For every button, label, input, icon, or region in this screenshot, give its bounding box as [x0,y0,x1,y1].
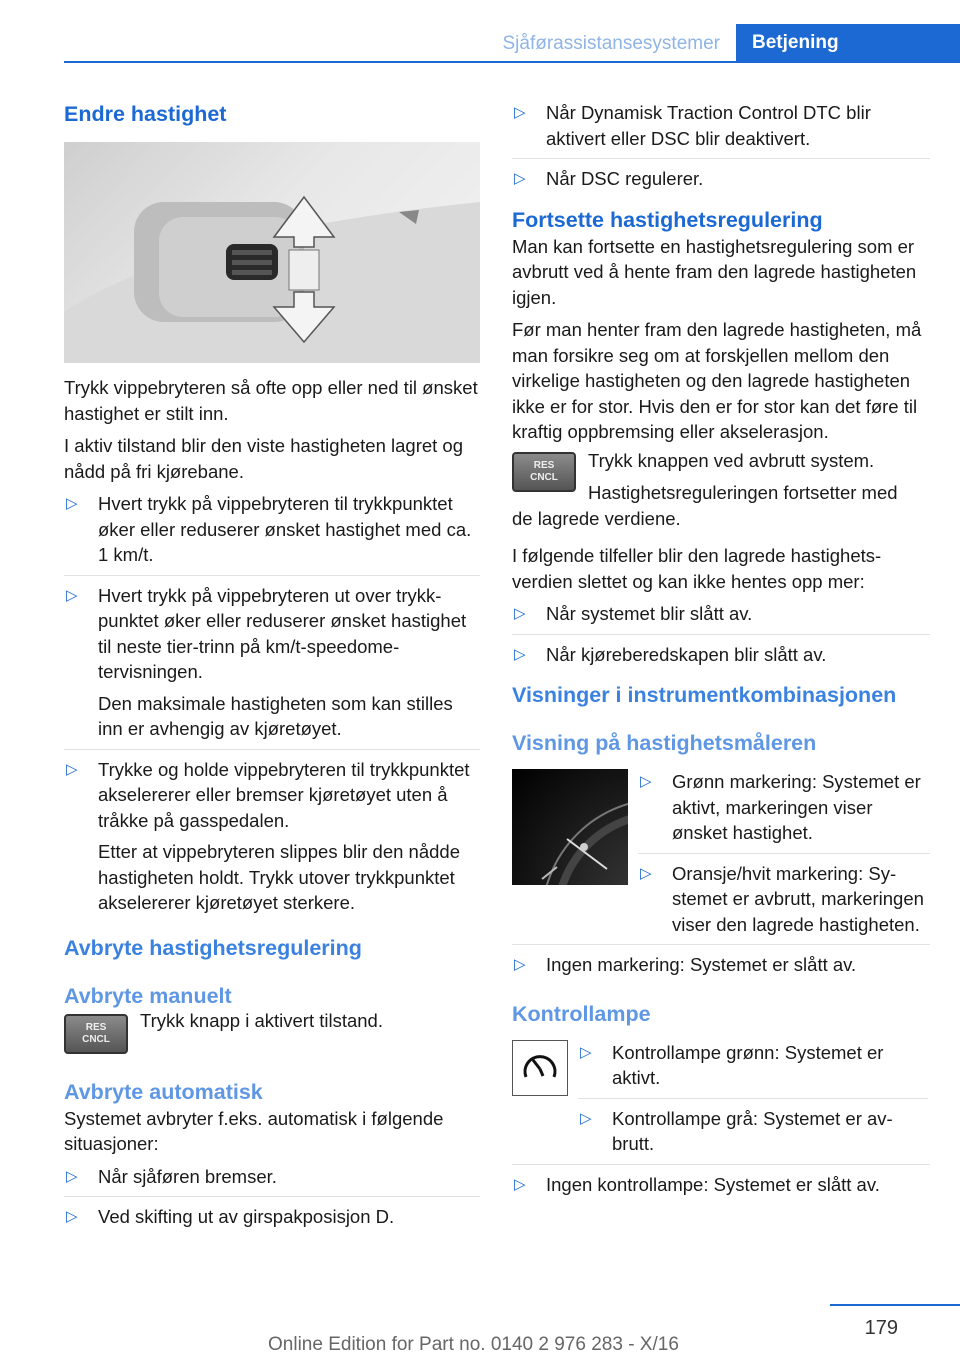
gauge-icon [519,1047,561,1089]
heading-visninger: Visninger i instrumentkombinasjonen [512,683,897,707]
divider [64,749,480,750]
heading-avbryte-automatisk: Avbryte automatisk [64,1079,263,1104]
bullet-triangle-icon: ▷ [66,1208,78,1225]
divider [64,1196,480,1197]
section-title: Sjåførassistansesystemer [502,33,720,54]
steering-wheel-rocker-switch-image [64,142,480,363]
bullet-triangle-icon: ▷ [640,773,652,790]
divider [512,1164,930,1165]
paragraph: Før man henter fram den lagrede hastigheten, må man forsikre seg om at forskjellen mellom den virkelige hastigheten og den lagrede hastigheten ikke er for stor. Hvis den er for stor kan det føre til kraftig oppbremsing eller akselerasjon. [512,319,922,442]
bullet-item [64,1164,480,1190]
heading-fortsette: Fortsette hastighetsregulering [512,207,823,232]
bullet-text: Når systemet blir slått av. [546,603,753,624]
bullet-triangle-icon: ▷ [514,104,526,121]
speedometer-illustration [512,769,628,885]
bullet-item [512,601,930,627]
res-cncl-row [64,1009,480,1054]
bullet-item [578,1040,928,1091]
steering-wheel-illustration [64,142,480,363]
bullet-triangle-icon: ▷ [640,864,652,882]
left-column [64,100,480,1237]
bullet-text: Trykke og holde vippebryteren til trykkpunktet akselererer eller bremser kjøretøyet uten å tråkke på gasspedalen. [98,758,470,831]
page-header [0,0,960,64]
divider [512,944,930,945]
bullet-triangle-icon: ▷ [66,760,78,778]
bullet-text: Når sjåføren bremser. [98,1165,277,1187]
paragraph: I følgende tilfeller blir den lagrede hastighetsverdien slettet og kan ikke hentes opp mer: [512,545,882,592]
divider [638,853,930,854]
divider [64,575,480,576]
paragraph: Trykk knappen ved avbrutt system. [588,449,875,471]
divider [512,634,930,635]
bullet-continuation: Etter at vippebryteren slippes blir den nådde hastigheten holdt. Trykk utover trykkpunktet akselererer kjøretøyet sterkere. [98,841,460,913]
res-label: RES [85,1021,107,1033]
bullet-triangle-icon: ▷ [514,170,526,187]
paragraph: Trykk knapp i aktivert tilstand. [140,1009,383,1031]
bullet-triangle-icon: ▷ [514,1175,526,1193]
res-cncl-row [512,449,930,506]
paragraph: I aktiv tilstand blir den viste hastigheten lagret og nådd på fri kjørebane. [64,435,464,482]
paragraph: Systemet avbryter f.eks. automatisk i følgende situasjoner: [64,1107,444,1154]
divider [512,158,930,159]
speedometer-row [512,769,930,944]
bullet-text: Kontrollampe grønn: Systemet er aktivt. [612,1041,884,1088]
kontrollampe-row [512,1040,930,1164]
bullet-triangle-icon: ▷ [580,1109,592,1127]
paragraph: Hastighetsreguleringen fortsetter med [588,482,898,503]
bullet-triangle-icon: ▷ [514,605,526,622]
bullet-item [64,1204,480,1230]
res-cncl-button-icon [64,1014,128,1054]
speedometer-image [512,769,628,885]
bullet-triangle-icon: ▷ [66,586,78,604]
heading-endre-hastighet: Endre hastighet [64,102,227,126]
right-column [512,100,930,1204]
page-number: 179 [864,1317,898,1339]
paragraph: Trykk vippebryteren så ofte opp eller ned til ønsket hastighet er stilt inn. [64,377,478,424]
bullet-item [512,166,930,192]
bullet-text: Grønn markering: Systemet er aktivt, markeringen viser ønsket hastighet. [672,771,921,843]
bullet-item [638,861,930,938]
heading-visning-hastighetsmaler: Visning på hastighetsmåleren [512,731,817,755]
heading-kontrollampe: Kontrollampe [512,1001,651,1026]
bullet-text: Når DSC regulerer. [546,168,704,189]
bullet-item [64,583,480,742]
res-cncl-button-icon [512,452,576,492]
paragraph: de lagrede verdiene. [512,507,681,529]
res-label: RES [533,459,555,471]
header-rule [64,61,960,63]
bullet-item [578,1106,928,1157]
bullet-text: Når kjøreberedskapen blir slått av. [546,643,827,665]
bullet-text: Oransje/hvit markering: Systemet er avbrutt, markeringen viser den lagrede hastigheten. [672,862,924,935]
bullet-triangle-icon: ▷ [580,1043,592,1061]
bullet-triangle-icon: ▷ [66,495,78,512]
bullet-text: Kontrollampe grå: Systemet er avbrutt. [612,1107,893,1154]
bullet-text: Hvert trykk på vippebryteren ut over trykkpunktet øker eller reduserer ønsket hastighet til neste tier-trinn på km/t-speedometervisningen. [98,584,467,682]
bullet-triangle-icon: ▷ [66,1167,78,1185]
heading-avbryte: Avbryte hastighetsregulering [64,935,362,960]
bullet-item [64,491,480,568]
online-edition-note: Online Edition for Part no. 0140 2 976 283 - X/16 [268,1334,679,1355]
footer-rule [830,1304,960,1306]
bullet-triangle-icon: ▷ [514,956,526,973]
paragraph: Man kan fortsette en hastighetsregulering som er avbrutt ved å hente fram den lagrede hastigheten igjen. [512,235,917,308]
bullet-item [638,769,930,846]
bullet-triangle-icon: ▷ [514,645,526,663]
bullet-text: Ingen kontrollampe: Systemet er slått av. [546,1173,880,1195]
bullet-item [64,757,480,916]
bullet-item [512,1172,930,1198]
bullet-continuation: Den maksimale hastigheten som kan stilles inn er avhengig av kjøretøyet. [98,692,453,739]
bullet-text: Når Dynamisk Traction Control DTC blir aktivert eller DSC blir deaktivert. [546,102,871,149]
cncl-label: CNCL [530,471,558,483]
chapter-tab: Betjening [736,24,960,62]
bullet-item [512,952,930,978]
bullet-item [512,100,930,151]
heading-avbryte-manuelt: Avbryte manuelt [64,983,232,1008]
bullet-text: Ved skifting ut av girspakposisjon D. [98,1206,395,1227]
divider [578,1098,928,1099]
bullet-text: Hvert trykk på vippebryteren til trykkpunktet øker eller reduserer ønsket hastighet med ca. 1 km/t. [98,493,472,565]
speed-control-lamp-icon [512,1040,568,1096]
cncl-label: CNCL [82,1033,110,1045]
bullet-item [512,642,930,668]
bullet-text: Ingen markering: Systemet er slått av. [546,954,857,975]
